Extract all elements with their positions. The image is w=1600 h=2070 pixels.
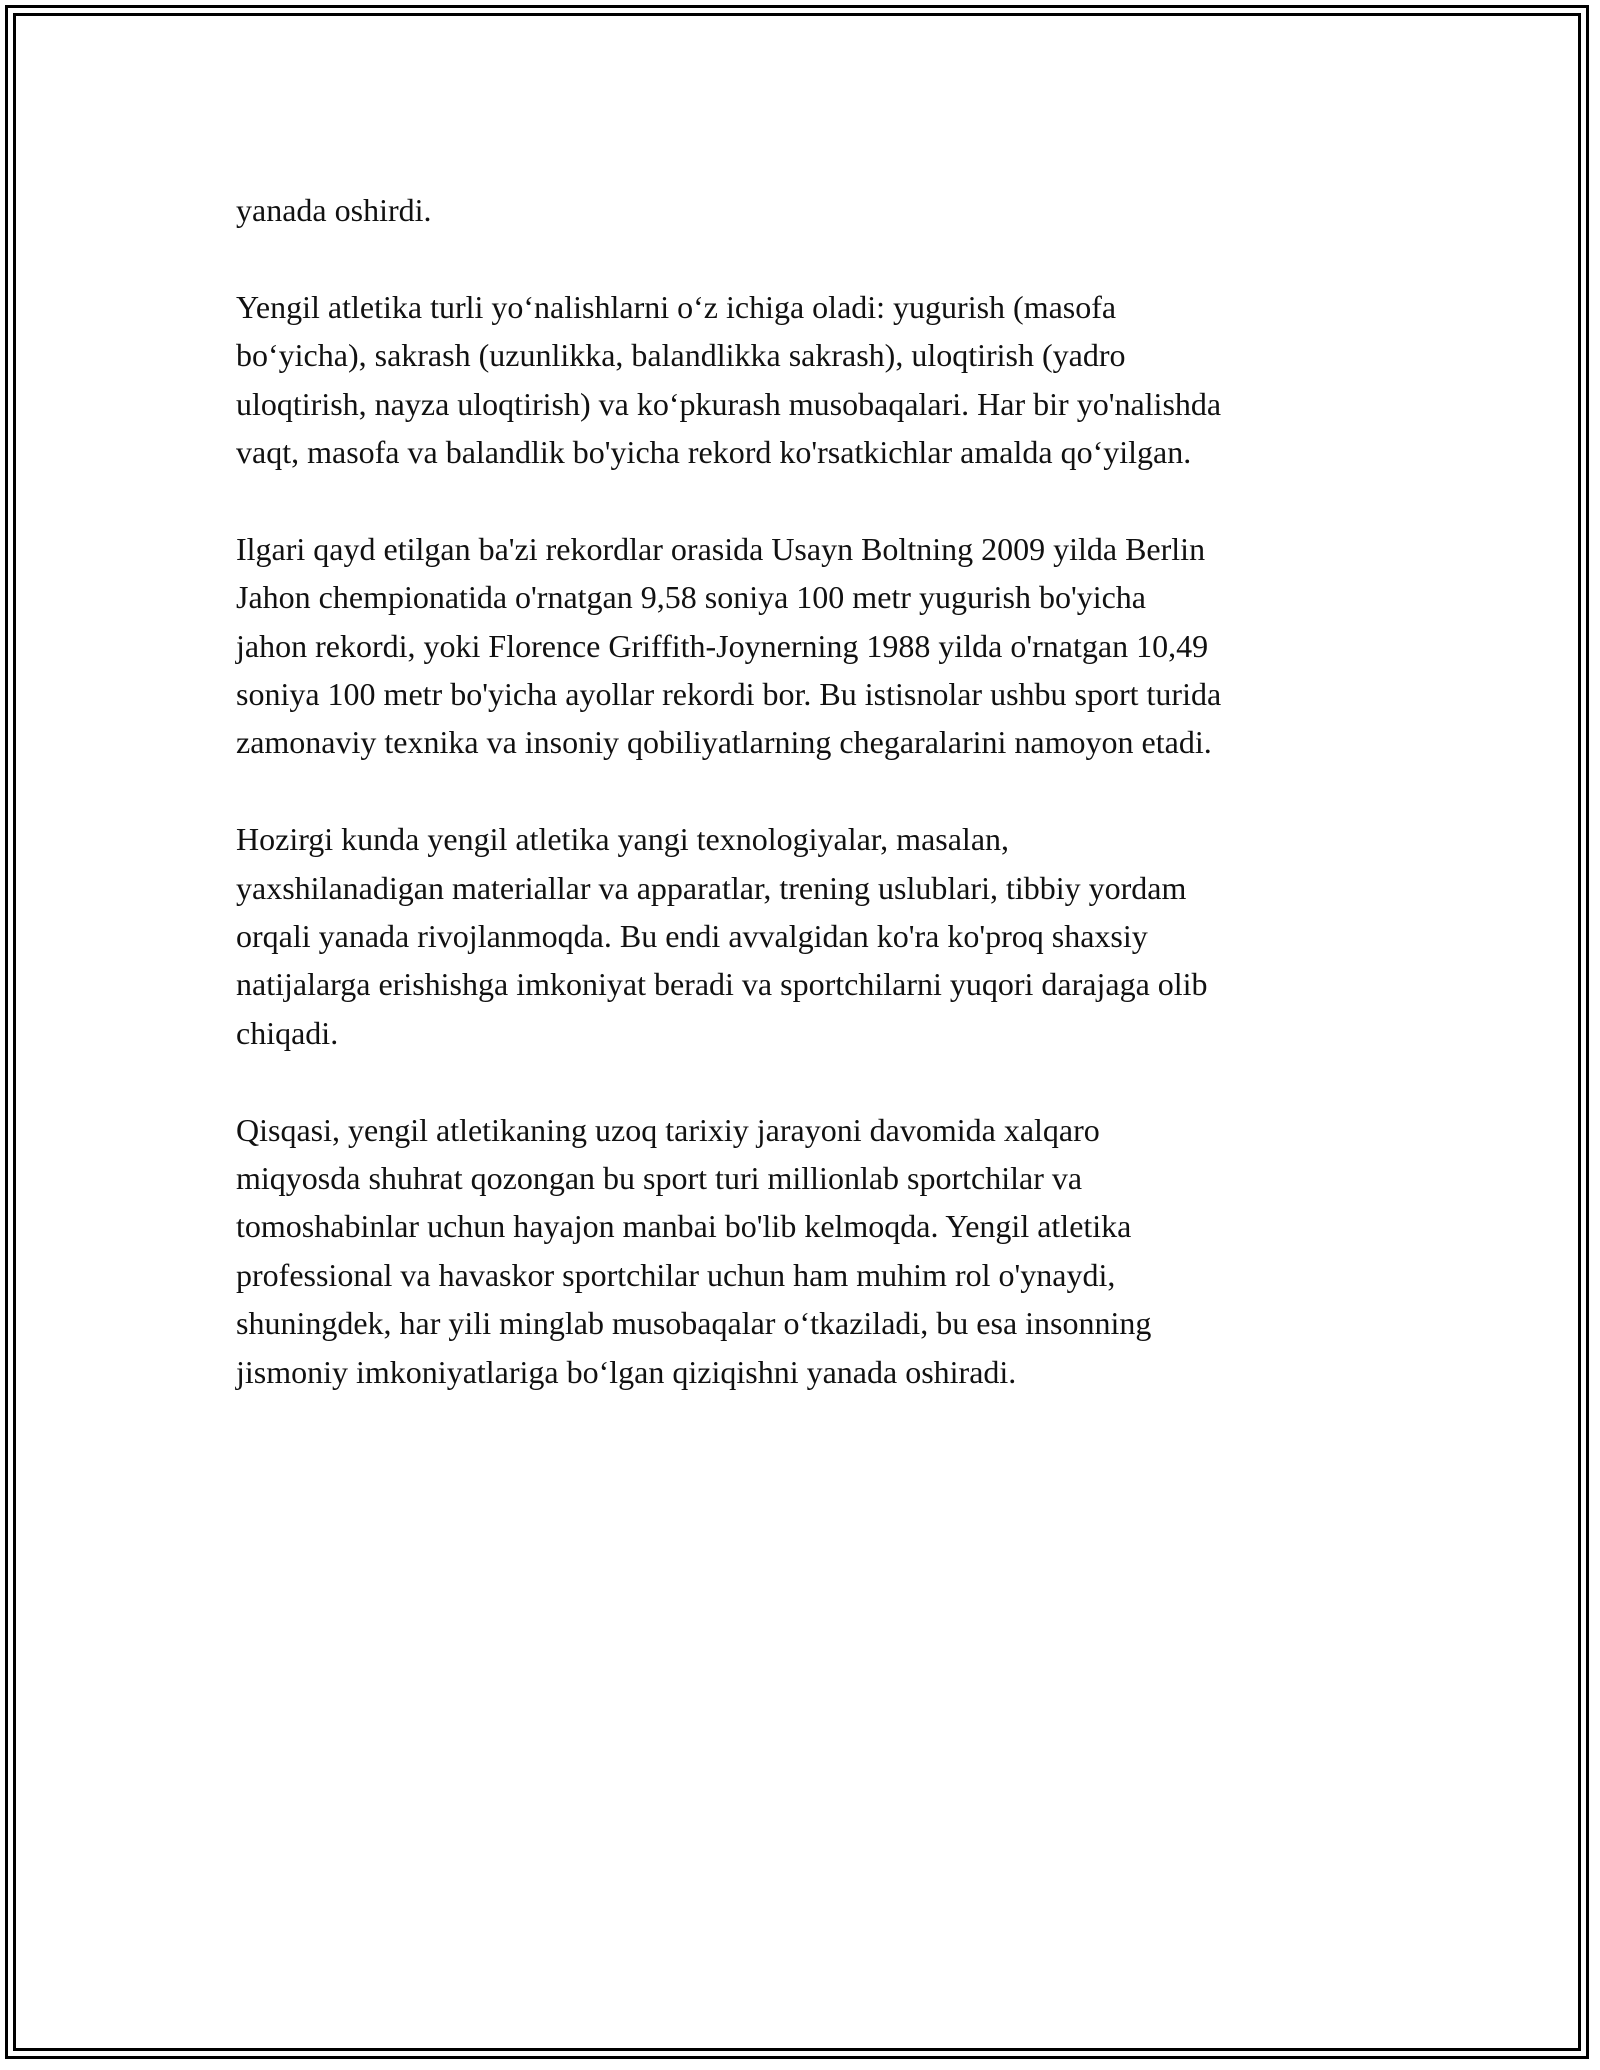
paragraph [236,186,1376,234]
text-line: vaqt, masofa va balandlik bo'yicha rekord ko'rsatkichlar amalda qo‘yilgan. [236,434,1192,471]
paragraph [236,283,1376,477]
text-line: Ilgari qayd etilgan ba'zi rekordlar orasida Usayn Boltning 2009 yilda Berlin [236,530,1206,567]
paragraph-spacer [236,234,1376,282]
paragraph-spacer [236,767,1376,815]
text-line: Yengil atletika turli yo‘nalishlarni o‘z ichiga oladi: yugurish (masofa [236,288,1117,325]
text-line: tomoshabinlar uchun hayajon manbai bo'lib kelmoqda. Yengil atletika [236,1208,1132,1245]
text-line: orqali yanada rivojlanmoqda. Bu endi avvalgidan ko'ra ko'proq shaxsiy [236,918,1148,955]
text-line: jahon rekordi, yoki Florence Griffith-Joynerning 1988 yilda o'rnatgan 10,49 [236,627,1209,664]
document-body [236,186,1376,1396]
text-line: jismoniy imkoniyatlariga bo‘lgan qiziqishni yanada oshiradi. [236,1353,1017,1390]
paragraph [236,1106,1376,1396]
text-line: miqyosda shuhrat qozongan bu sport turi millionlab sportchilar va [236,1160,1083,1197]
text-line: uloqtirish, nayza uloqtirish) va ko‘pkurash musobaqalari. Har bir yo'nalishda [236,385,1222,422]
text-line: Hozirgi kunda yengil atletika yangi texnologiyalar, masalan, [236,821,1010,858]
text-line: professional va havaskor sportchilar uchun ham muhim rol o'ynaydi, [236,1256,1116,1293]
text-line: chiqadi. [236,1014,339,1051]
paragraph [236,525,1376,767]
text-line: yaxshilanadigan materiallar va apparatlar, trening uslublari, tibbiy yordam [236,869,1187,906]
text-line: yanada oshirdi. [236,192,432,228]
text-line: zamonaviy texnika va insoniy qobiliyatlarning chegaralarini namoyon etadi. [236,724,1212,761]
text-line: bo‘yicha), sakrash (uzunlikka, balandlikka sakrash), uloqtirish (yadro [236,337,1126,374]
text-line: shuningdek, har yili minglab musobaqalar o‘tkaziladi, bu esa insonning [236,1305,1152,1342]
text-line: Jahon chempionatida o'rnatgan 9,58 soniya 100 metr yugurish bo'yicha [236,579,1146,616]
text-line: soniya 100 metr bo'yicha ayollar rekordi bor. Bu istisnolar ushbu sport turida [236,676,1222,713]
text-line: Qisqasi, yengil atletikaning uzoq tarixiy jarayoni davomida xalqaro [236,1111,1100,1148]
paragraph-spacer [236,476,1376,524]
paragraph [236,815,1376,1057]
text-line: natijalarga erishishga imkoniyat beradi va sportchilarni yuqori darajaga olib [236,966,1208,1003]
paragraph-spacer [236,1057,1376,1105]
